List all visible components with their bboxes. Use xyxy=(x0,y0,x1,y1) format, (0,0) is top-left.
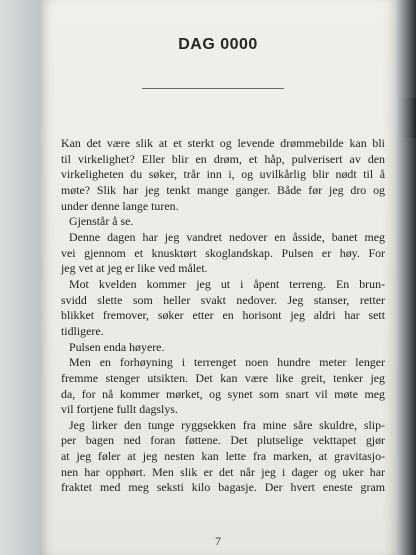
text-line: da, for nå kommer mørket, og synet som snart vil møte meg xyxy=(61,386,385,401)
paragraph xyxy=(61,136,385,214)
text-line: tidligere. xyxy=(61,323,104,338)
text-line: Pulsen enda høyere. xyxy=(69,339,165,354)
paragraph xyxy=(61,340,385,356)
adjacent-page-edge xyxy=(0,0,40,555)
text-line: vei gjennom et knusktørt skoglandskap. Pulsen er høy. For xyxy=(61,245,385,260)
text-line: Kan det være slik at et sterkt og levende drømmebilde kan bli xyxy=(61,136,385,150)
text-line: vil fortjene fullt dagslys. xyxy=(61,402,178,417)
background-edge xyxy=(396,0,416,555)
text-line: til virkelighet? Eller blir en drøm, et håp, pulverisert av den xyxy=(61,151,385,166)
paragraph xyxy=(61,355,385,418)
text-line: virkeligheten du søker, trår inn i, og uvilkårlig blir nødt til å xyxy=(61,167,385,182)
text-line: fremme stenger utsikten. Det kan være like greit, tenker jeg xyxy=(61,370,385,385)
paragraph xyxy=(61,230,385,277)
text-line: at jeg føler at jeg nesten kan lette fra marken, at gravitasjo- xyxy=(61,449,385,464)
text-line: per bagen ned foran føttene. Det plutselige vekttapet gjør xyxy=(61,433,385,448)
body-text xyxy=(61,136,385,496)
paragraph xyxy=(61,418,385,496)
text-line: blikket fremover, søker etter en horisont jeg aldri har sett xyxy=(61,308,385,323)
text-line: Denne dagen har jeg vandret nedover en åsside, banet meg xyxy=(69,229,385,244)
chapter-title: DAG 0000 xyxy=(178,36,258,53)
paragraph xyxy=(61,214,385,230)
text-line: under denne lange turen. xyxy=(61,198,179,213)
text-line: Mot kvelden kommer jeg ut i åpent terreng. En brun- xyxy=(69,276,385,291)
text-line: Men en forhøyning i terrenget noen hundre meter lenger xyxy=(69,355,385,370)
title-divider xyxy=(142,88,284,89)
book-page xyxy=(40,0,396,555)
text-line: Gjenstår å se. xyxy=(69,214,134,229)
text-line: svidd slette som heller svakt nedover. Jeg stanser, retter xyxy=(61,292,385,307)
text-line: fraktet med meg seksti kilo bagasje. Der hvert eneste gram xyxy=(61,480,385,495)
text-line: møte? Slik har jeg tenkt mange ganger. Både før jeg dro og xyxy=(61,182,385,197)
text-line: nen har opphørt. Men slik er det når jeg i dager og uker har xyxy=(61,464,385,479)
paragraph xyxy=(61,277,385,340)
text-line: Jeg lirker den tunge ryggsekken fra mine såre skuldre, slip- xyxy=(69,417,385,432)
page-number: 7 xyxy=(215,534,221,548)
text-line: jeg vet at jeg er like ved målet. xyxy=(61,261,208,276)
